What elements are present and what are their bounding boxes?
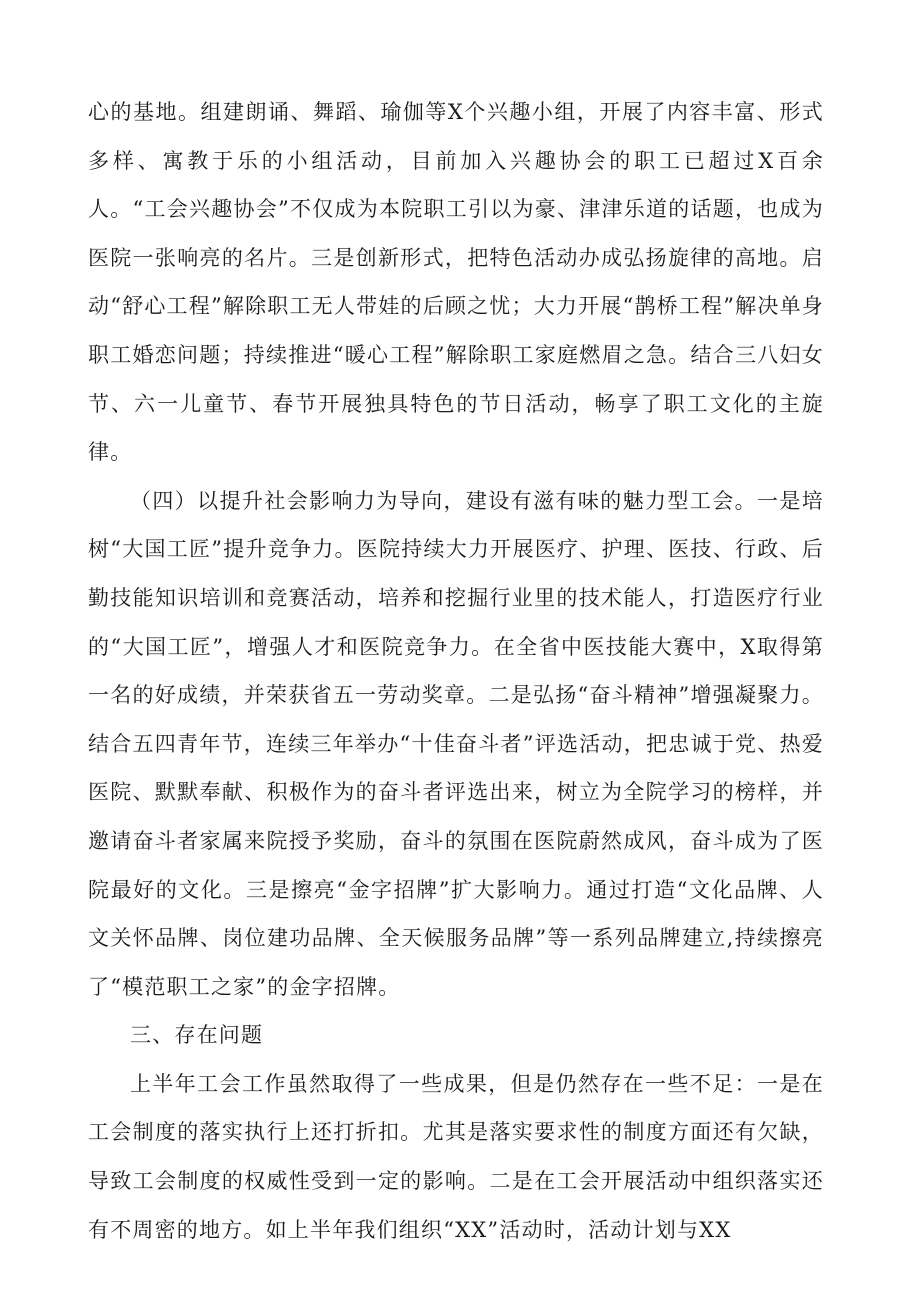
document-page (88, 88, 824, 1254)
section-heading: 三、存在问题 (130, 1023, 264, 1048)
body-paragraph-1: 心的基地。组建朗诵、舞蹈、瑜伽等X个兴趣小组，开展了内容丰富、形式多样、寓教于乐的小组活动，目前加入兴趣协会的职工已超过X百余人。“工会兴趣协会”不仅成为本院职工引以为豪、津津乐道的话题，也成为医院一张响亮的名片。三是创新形式，把特色活动办成弘扬旋律的高地。启动“舒心工程”解除职工无人带娃的后顾之忧；大力开展“鹊桥工程”解决单身职工婚恋问题；持续推进“暖心工程”解除职工家庭燃眉之急。结合三八妇女节、六一儿童节、春节开展独具特色的节日活动，畅享了职工文化的主旋律。 (88, 100, 824, 465)
body-paragraph-2: （四）以提升社会影响力为导向，建设有滋有味的魅力型工会。一是培树“大国工匠”提升竞争力。医院持续大力开展医疗、护理、医技、行政、后勤技能知识培训和竞赛活动，培养和挖掘行业里的技术能人，打造医疗行业的“大国工匠”，增强人才和医院竞争力。在全省中医技能大赛中，X取得第一名的好成绩，并荣获省五一劳动奖章。二是弘扬“奋斗精神”增强凝聚力。结合五四青年节，连续三年举办“十佳奋斗者”评选活动，把忠诚于党、热爱医院、默默奉献、积极作为的奋斗者评选出来，树立为全院学习的榜样，并邀请奋斗者家属来院授予奖励，奋斗的氛围在医院蔚然成风，奋斗成为了医院最好的文化。三是擦亮“金字招牌”扩大影响力。通过打造“文化品牌、人文关怀品牌、岗位建功品牌、全天候服务品牌”等一系列品牌建立,持续擦亮了“模范职工之家”的金字招牌。 (88, 488, 824, 999)
body-paragraph-3: 上半年工会工作虽然取得了一些成果，但是仍然存在一些不足：一是在工会制度的落实执行上还打折扣。尤其是落实要求性的制度方面还有欠缺，导致工会制度的权威性受到一定的影响。二是在工会开展活动中组织落实还有不周密的地方。如上半年我们组织“XX”活动时，活动计划与XX (88, 1071, 824, 1242)
